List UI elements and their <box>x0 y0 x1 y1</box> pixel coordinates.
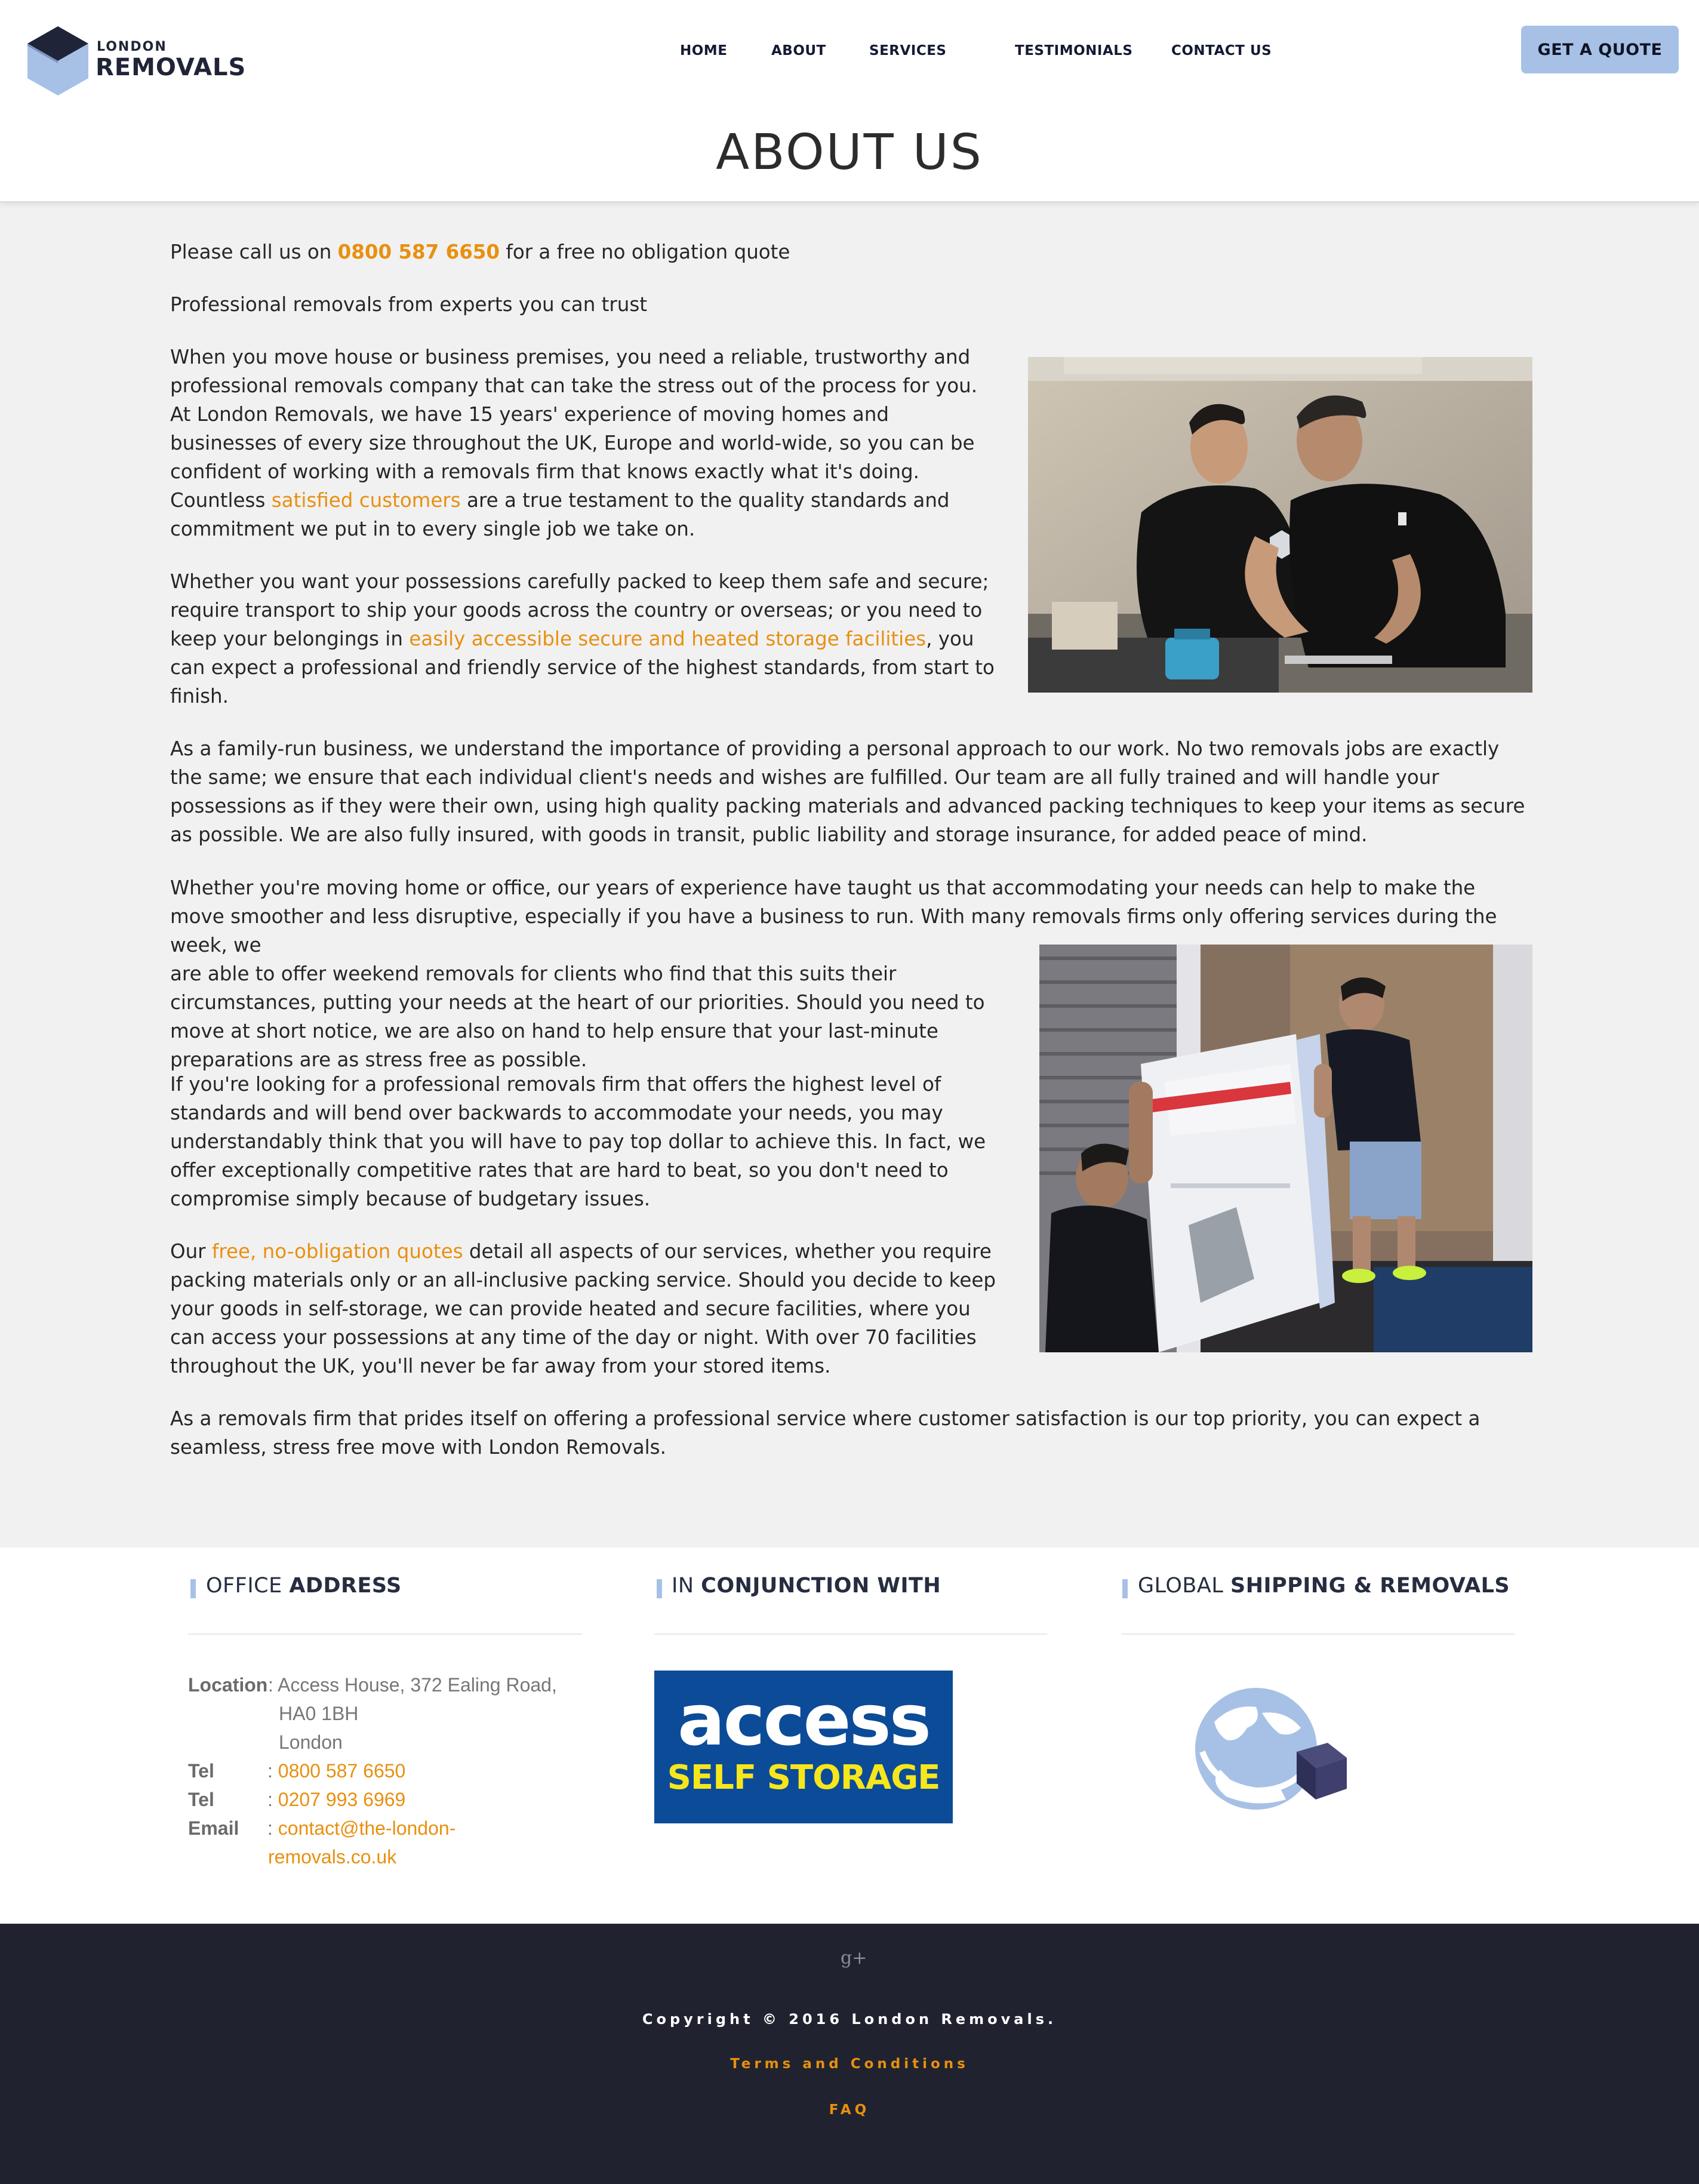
storage-facilities-link[interactable]: easily accessible secure and heated storage facilities <box>409 627 927 650</box>
paragraph-5: If you're looking for a professional removals firm that offers the highest level of standards and will bend over backwards to accommodate your needs, you may understandably think that you will have to pay top dollar to achieve this. In fact, we offer exceptionally competitive rates that are hard to beat, so you don't need to compromise simply because of budgetary issues. <box>170 1073 986 1210</box>
conjunction-divider <box>654 1634 1047 1635</box>
email-label: Email <box>188 1817 239 1839</box>
call-text-post: for a free no obligation quote <box>500 241 790 263</box>
conjunction-title-bold: CONJUNCTION WITH <box>701 1574 941 1598</box>
email-link[interactable]: contact@the-london- <box>278 1817 456 1839</box>
office-title-bold: ADDRESS <box>289 1574 402 1598</box>
conjunction-title-light: IN <box>672 1574 701 1598</box>
call-phone-link[interactable]: 0800 587 6650 <box>337 241 500 263</box>
call-line <box>170 238 1532 266</box>
email-sep: : contact@the-london- <box>267 1817 456 1839</box>
tel-sep-1: : 0800 587 6650 <box>267 1760 406 1782</box>
office-address-title <box>206 1574 402 1598</box>
faq-link[interactable]: FAQ <box>829 2102 870 2118</box>
free-quotes-link[interactable]: free, no-obligation quotes <box>211 1240 463 1263</box>
access-logo-subword: SELF STORAGE <box>667 1758 940 1797</box>
location-line-3: London <box>279 1731 343 1753</box>
email-cont <box>268 1842 396 1871</box>
access-logo-word: access <box>677 1679 930 1761</box>
global-title-bold: SHIPPING & REMOVALS <box>1230 1574 1510 1598</box>
paragraph-6 <box>170 1237 1006 1380</box>
nav-testimonials[interactable]: TESTIMONIALS <box>1015 43 1133 59</box>
copyright-text: Copyright © 2016 London Removals. <box>642 2011 1057 2028</box>
tel-link-1[interactable]: 0800 587 6650 <box>278 1760 406 1782</box>
conjunction-title <box>672 1574 941 1598</box>
office-title-bar <box>190 1579 196 1598</box>
get-a-quote-button[interactable]: GET A QUOTE <box>1521 26 1679 73</box>
paragraph-6-text: Our <box>170 1240 212 1263</box>
paragraph-1-text: When you move house or business premises, you need a reliable, trustworthy and professional removals company that can take the stress out of the process for you. At London Removals, we have 15 years' experience of moving homes and businesses of every size throughout the UK, Europe and world-wide, so you can be confident of working with a removals firm that knows exactly what it's doing. Countless <box>170 346 978 512</box>
google-plus-icon[interactable]: g+ <box>841 1948 867 1968</box>
nav-home[interactable]: HOME <box>680 43 728 59</box>
tel-link-2[interactable]: 0207 993 6969 <box>278 1789 406 1810</box>
terms-link[interactable]: Terms and Conditions <box>730 2056 969 2072</box>
paragraph-2-text-end: , you can expect a professional and friendly service of the highest standards, from start to finish. <box>170 627 995 708</box>
satisfied-customers-link[interactable]: satisfied customers <box>271 489 461 512</box>
tel-sep-2: : 0207 993 6969 <box>267 1789 406 1810</box>
location-line-2: HA0 1BH <box>279 1703 359 1724</box>
site-header <box>0 0 1699 203</box>
global-divider <box>1121 1634 1515 1635</box>
paragraph-2 <box>170 567 997 710</box>
email-link-cont[interactable]: removals.co.uk <box>268 1846 397 1868</box>
global-title-light: GLOBAL <box>1138 1574 1231 1598</box>
globe-box-icon <box>1190 1686 1352 1811</box>
logo-text-london: LONDON <box>97 39 167 54</box>
global-shipping-title <box>1138 1574 1510 1598</box>
office-divider <box>188 1634 582 1635</box>
tagline: Professional removals from experts you can trust <box>170 293 648 316</box>
office-title-light: OFFICE <box>206 1574 290 1598</box>
nav-services[interactable]: SERVICES <box>869 43 947 59</box>
paragraph-4-text: Whether you're moving home or office, our years of experience have taught us that accommodating your needs can help to make the move smoother and less disruptive, especially if you have a business to run. With many removals firms only offering services during the week, we <box>170 876 1497 956</box>
call-text-pre: Please call us on <box>170 241 338 263</box>
location-line-1: Access House, 372 Ealing Road, <box>278 1674 557 1696</box>
paragraph-1-text-end: are a true testament to the quality standards and commitment we put in to every single job we take on. <box>170 489 950 540</box>
paragraph-2-text: Whether you want your possessions carefully packed to keep them safe and secure; require transport to ship your goods across the country or overseas; or you need to keep your belongings in <box>170 570 989 650</box>
paragraph-3: As a family-run business, we understand the importance of providing a personal approach to our work. No two removals jobs are exactly the same; we ensure that each individual client's needs and wishes are fulfilled. Our team are all fully trained and will handle your possessions as if they were their own, using high quality packing materials and advanced packing techniques to keep your items as secure as possible. We are also fully insured, with goods in transit, public liability and storage insurance, for added peace of mind. <box>170 737 1525 846</box>
global-title-bar <box>1122 1579 1128 1598</box>
paragraph-4-text-end: are able to offer weekend removals for clients who find that this suits their circumstances, putting your needs at the heart of our priorities. Should you need to move at short notice, we are also on hand to help ensure that your last-minute preparations are as stress free as possible. <box>170 962 985 1071</box>
conjunction-title-bar <box>657 1579 662 1598</box>
paragraph-1 <box>170 343 997 543</box>
location-sep: : Access House, 372 Ealing Road, <box>268 1674 557 1696</box>
main-nav <box>0 43 1699 63</box>
tel-label-1: Tel <box>188 1760 214 1782</box>
paragraph-7: As a removals firm that prides itself on offering a professional service where customer satisfaction is our top priority, you can expect a seamless, stress free move with London Removals. <box>170 1407 1481 1459</box>
nav-about[interactable]: ABOUT <box>771 43 826 59</box>
paragraph-6-text-end: detail all aspects of our services, whether you require packing materials only or an all-inclusive packing service. Should you decide to keep your goods in self-storage, we can provide heated and secure facilities, where you can access your possessions at any time of the day or night. With over 70 facilities throughout the UK, you'll never be far away from your stored items. <box>170 1240 996 1377</box>
access-self-storage-logo[interactable] <box>654 1671 953 1823</box>
photo-movers-packing <box>1028 357 1532 693</box>
tel-label-2: Tel <box>188 1789 214 1810</box>
nav-contact-us[interactable]: CONTACT US <box>1171 43 1272 59</box>
page-title: ABOUT US <box>716 124 983 181</box>
logo-text-removals: REMOVALS <box>96 54 247 81</box>
location-label: Location <box>188 1674 268 1696</box>
photo-movers-loading <box>1039 945 1532 1352</box>
